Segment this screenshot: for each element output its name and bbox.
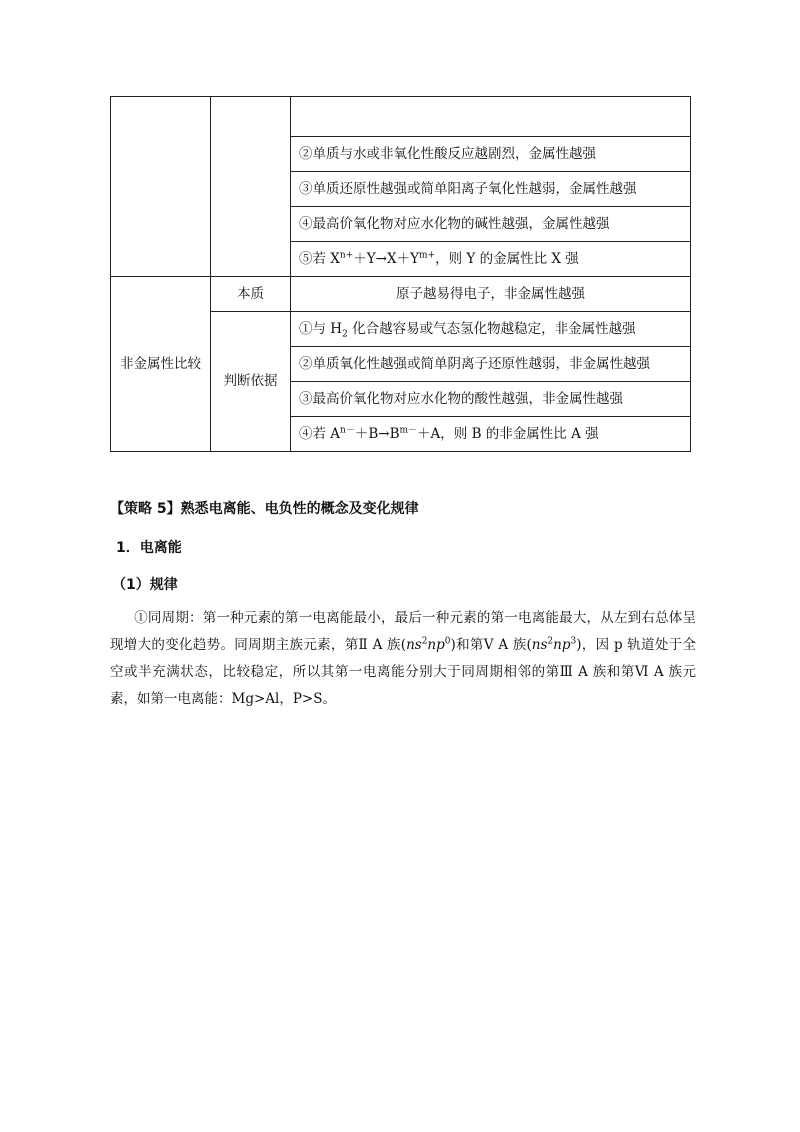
metal-basis-cell — [211, 97, 291, 277]
metal-criterion-5 — [291, 242, 691, 277]
superscript: 2 — [547, 636, 554, 647]
superscript: 3 — [570, 636, 577, 647]
text-run: ①同周期：第一种元素的第一电离能最小，最后一种元素的第一电离能最大，从左到右总体呈现增大的变化趋势。同周期主族元素，第Ⅱ A 族( — [110, 610, 696, 653]
text-run: ①与 H — [299, 320, 343, 337]
metal-criterion-2: ②单质与水或非氧化性酸反应越剧烈，金属性越强 — [291, 137, 691, 172]
superscript: m+ — [419, 250, 436, 261]
italic-run: ns — [406, 637, 422, 653]
superscript: m－ — [399, 425, 418, 436]
superscript: 2 — [421, 636, 428, 647]
nonmetal-criterion-3: ③最高价氧化物对应水化物的酸性越强，非金属性越强 — [291, 382, 691, 417]
text-run: ＋Y→X＋Y — [353, 250, 419, 267]
nonmetal-category-cell: 非金属性比较 — [111, 277, 211, 452]
property-comparison-table — [110, 96, 691, 452]
metal-criterion-4: ④最高价氧化物对应水化物的碱性越强，金属性越强 — [291, 207, 691, 242]
subheading-ionization-energy: 1．电离能 — [116, 540, 182, 556]
text-run: ④若 A — [299, 425, 341, 442]
basis-label-cell: 判断依据 — [211, 312, 291, 452]
table-row — [111, 277, 691, 312]
superscript: 0 — [444, 636, 451, 647]
essence-label-cell: 本质 — [211, 277, 291, 312]
text-run: 化合越容易或气态氢化物越稳定，非金属性越强 — [347, 320, 636, 337]
italic-run: np — [427, 637, 445, 653]
essence-text-cell: 原子越易得电子，非金属性越强 — [291, 277, 691, 312]
metal-category-cell — [111, 97, 211, 277]
subheading-rules: （1）规律 — [112, 577, 178, 593]
table-row — [111, 97, 691, 137]
section-heading: 【策略 5】熟悉电离能、电负性的概念及变化规律 — [110, 501, 419, 517]
text-run: ＋B→B — [354, 425, 400, 442]
superscript: n+ — [339, 250, 354, 261]
superscript: n－ — [340, 425, 355, 436]
text-run: ，则 Y 的金属性比 X 强 — [435, 250, 579, 267]
subscript: 2 — [342, 329, 348, 340]
text-run: )和第Ⅴ A 族( — [450, 637, 532, 653]
text-run: ＋A，则 B 的非金属性比 A 强 — [417, 425, 599, 442]
italic-run: np — [553, 637, 571, 653]
italic-run: ns — [531, 637, 548, 653]
metal-criterion-1 — [291, 97, 691, 137]
text-run: )，因 p 轨道处于全空或半充满状态，比较稳定，所以其第一电离能分别大于同周期相邻的第Ⅲ A 族和第Ⅵ A 族元素，如第一电离能：Mg>Al，P>S。 — [110, 637, 696, 707]
nonmetal-criterion-1 — [291, 312, 691, 347]
metal-criterion-3: ③单质还原性越强或简单阳离子氧化性越弱，金属性越强 — [291, 172, 691, 207]
text-run: ⑤若 X — [299, 250, 340, 267]
nonmetal-criterion-4 — [291, 417, 691, 452]
nonmetal-criterion-2: ②单质氧化性越强或简单阴离子还原性越弱，非金属性越强 — [291, 347, 691, 382]
body-paragraph — [110, 605, 696, 713]
